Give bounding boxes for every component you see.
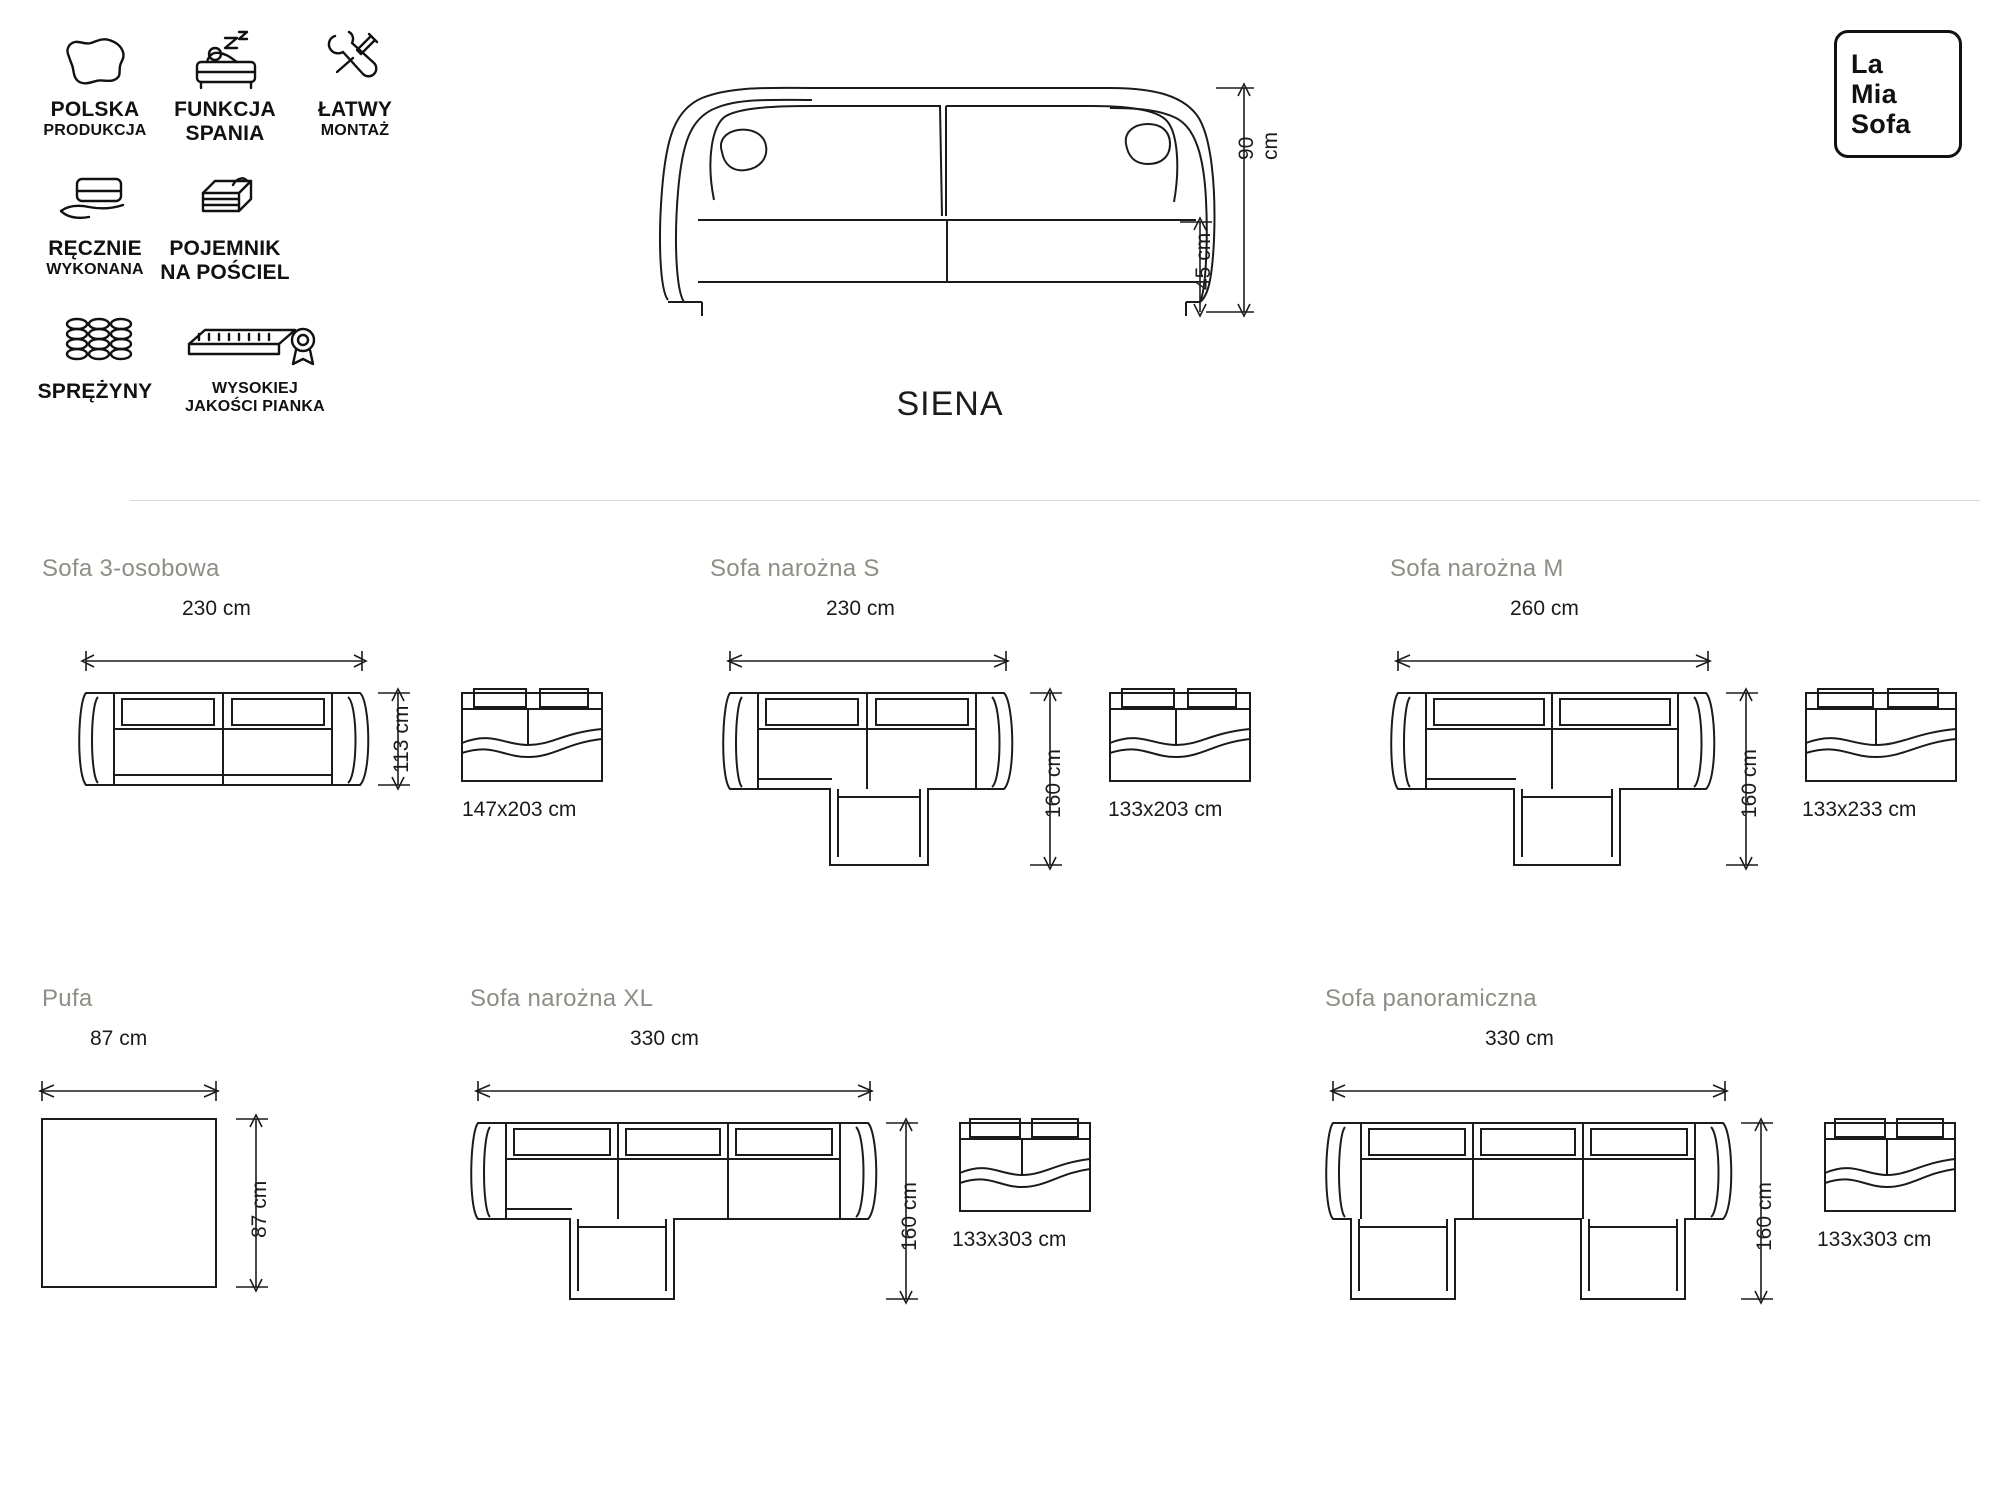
section-divider: [130, 500, 1980, 501]
variant-width-label: 230 cm: [826, 597, 895, 620]
variant-sofa-panoramiczna: [1325, 985, 1985, 1323]
feature-latwy-montaz: [290, 20, 420, 139]
variant-depth-label: 160 cm: [1738, 749, 1761, 818]
variant-bed-label: 133x303 cm: [1817, 1228, 1932, 1251]
variant-width-label: 330 cm: [1485, 1027, 1554, 1050]
variant-bed-label: 147x203 cm: [462, 798, 577, 821]
feature-label-line1: POJEMNIK: [169, 237, 281, 261]
feature-label: [46, 237, 144, 278]
variant-sofa-narozna-xl: [470, 985, 1110, 1323]
feature-label-line2: SPANIA: [185, 121, 265, 145]
hand-cushion-icon: [55, 159, 135, 231]
feature-recznie-wykonana: [30, 159, 160, 278]
feature-label-line1: ŁATWY: [317, 98, 393, 121]
feature-label-line2: JAKOŚCI PIANKA: [185, 397, 325, 415]
variant-title: Sofa panoramiczna: [1325, 985, 1537, 1012]
variant-bed-label: 133x303 cm: [952, 1228, 1067, 1251]
feature-label-line1: WYSOKIEJ: [211, 380, 299, 398]
hero-seat-height-label: 45 cm: [1192, 232, 1215, 290]
variant-title: Sofa narożna S: [710, 555, 880, 582]
feature-label-line2: PRODUKCJA: [43, 121, 147, 139]
feature-label-line2: WYKONANA: [46, 260, 144, 278]
poland-map-icon: [59, 20, 131, 92]
variant-width-label: 230 cm: [182, 597, 251, 620]
variant-title: Pufa: [42, 985, 93, 1012]
hero-height-label: 90 cm: [1235, 132, 1282, 160]
features-row-3: [30, 302, 480, 416]
variant-depth-label: 87 cm: [248, 1180, 271, 1238]
variant-width-label: 260 cm: [1510, 597, 1579, 620]
feature-polska-produkcja: [30, 20, 160, 139]
variant-body: [1325, 1023, 1985, 1323]
feature-label-line1: POLSKA: [50, 98, 140, 121]
variant-title: Sofa narożna M: [1390, 555, 1564, 582]
feature-label-line1: RĘCZNIE: [48, 237, 142, 261]
variant-body: [710, 593, 1330, 893]
variant-width-label: 330 cm: [630, 1027, 699, 1050]
variant-depth-label: 160 cm: [1753, 1182, 1776, 1251]
feature-label: [174, 98, 276, 145]
logo-line-2: Mia: [1851, 78, 1897, 109]
bedding-storage-icon: [189, 159, 261, 231]
variant-body: [1390, 593, 1990, 893]
tools-icon: [319, 20, 391, 92]
feature-label: [43, 98, 146, 139]
features-row-2: [30, 159, 480, 284]
feature-pojemnik-na-posciel: [160, 159, 290, 284]
feature-label: [185, 380, 325, 416]
feature-label-line1: FUNKCJA: [174, 98, 276, 121]
variant-body: [42, 1023, 382, 1283]
variant-bed-label: 133x233 cm: [1802, 798, 1917, 821]
feature-label: [38, 380, 153, 404]
variant-sofa-3-osobowa: [42, 555, 662, 893]
variant-depth-label: 160 cm: [898, 1182, 921, 1251]
feature-sprezyny: [30, 302, 160, 404]
feature-label-line2: MONTAŻ: [320, 121, 390, 139]
variant-sofa-narozna-s: [710, 555, 1330, 893]
variant-width-label: 87 cm: [90, 1027, 148, 1050]
variant-title: Sofa narożna XL: [470, 985, 654, 1012]
feature-label-line2: NA POŚCIEL: [160, 260, 290, 284]
feature-label: [318, 98, 392, 139]
variant-sofa-narozna-m: [1390, 555, 1990, 893]
springs-icon: [55, 302, 135, 374]
variant-depth-label: 160 cm: [1042, 749, 1065, 818]
features-row-1: [30, 20, 480, 145]
feature-wysokiej-jakosci-pianka: [160, 302, 350, 416]
logo-line-3: Sofa: [1851, 109, 1911, 140]
features-block: [30, 20, 480, 416]
variant-body: [470, 1023, 1110, 1323]
hero-product-name: SIENA: [896, 385, 1004, 423]
brand-logo: [1834, 30, 1962, 158]
hero-sofa-drawing: [640, 40, 1282, 340]
variant-pufa: [42, 985, 382, 1283]
variant-depth-label: 113 cm: [390, 705, 413, 773]
foam-quality-icon: [175, 302, 335, 374]
feature-funkcja-spania: [160, 20, 290, 145]
variant-body: [42, 593, 662, 893]
feature-label: [160, 237, 290, 284]
sleeping-person-icon: [185, 20, 265, 92]
variant-bed-label: 133x203 cm: [1108, 798, 1223, 821]
variant-title: Sofa 3-osobowa: [42, 555, 220, 582]
feature-label-line1: SPRĘŻYNY: [37, 380, 153, 404]
logo-line-1: La: [1851, 48, 1884, 79]
